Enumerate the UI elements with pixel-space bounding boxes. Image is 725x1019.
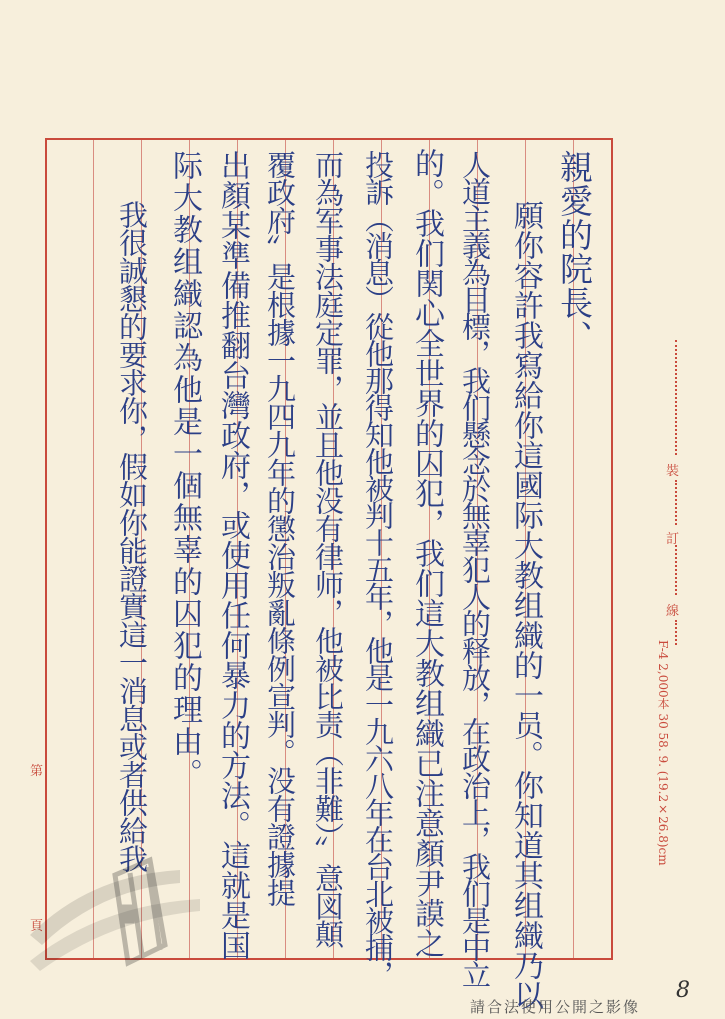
binding-label: 線 — [666, 604, 680, 619]
letter-line-6: 覆政府〞是根據一九四九年的懲治叛亂條例宣判。没有證據提 — [263, 150, 297, 906]
frame-top-line — [45, 138, 613, 140]
frame-right-line — [611, 138, 613, 960]
letter-line-2: 人道主義為目標，我们懸念於無辜犯人的释放，在政治上，我们是中立 — [458, 150, 492, 987]
letter-line-1: 願你容許我寫給你這國际大教组織的一员。你知道其组織乃以 — [508, 200, 543, 1010]
binding-dots — [675, 340, 677, 455]
binding-label: 訂 — [666, 532, 680, 547]
archive-logo-watermark — [30, 815, 260, 975]
binding-dots — [675, 480, 677, 525]
letter-line-8: 际大教组織認為他是一個無辜的囚犯的理由。 — [167, 150, 202, 790]
binding-dots — [675, 620, 677, 645]
print-code: F-4 2,000本 30 58. 9. (19.2×26.8)cm — [656, 640, 670, 866]
salutation: 親愛的院長、 — [555, 150, 594, 354]
letter-line-3: 的。我们関心全世界的囚犯，我们這大教组織已注意顏尹謨之 — [409, 148, 444, 958]
letter-line-7: 出顏某準備推翻台灣政府，或使用任何暴力的方法。這就是国 — [215, 150, 250, 960]
page-number: 8 — [676, 978, 690, 1003]
page-label-top: 第 — [30, 764, 44, 779]
binding-label: 裝 — [666, 464, 680, 479]
letter-line-5: 而為军事法庭定罪，並且他没有律师，他被比责（非難）〞意図顛 — [311, 150, 345, 948]
page-label-bottom: 頁 — [30, 919, 44, 934]
footer-notice: 請合法使用公開之影像 — [470, 998, 641, 1016]
letter-line-9: 我很誠懇的要求你，假如你能證實這一消息或者供給我 — [115, 200, 149, 872]
binding-dots — [675, 545, 677, 595]
letter-line-4: 投訴（消息）從他那得知他被判十五年，他是一九六八年在台北被捕， — [361, 150, 395, 987]
